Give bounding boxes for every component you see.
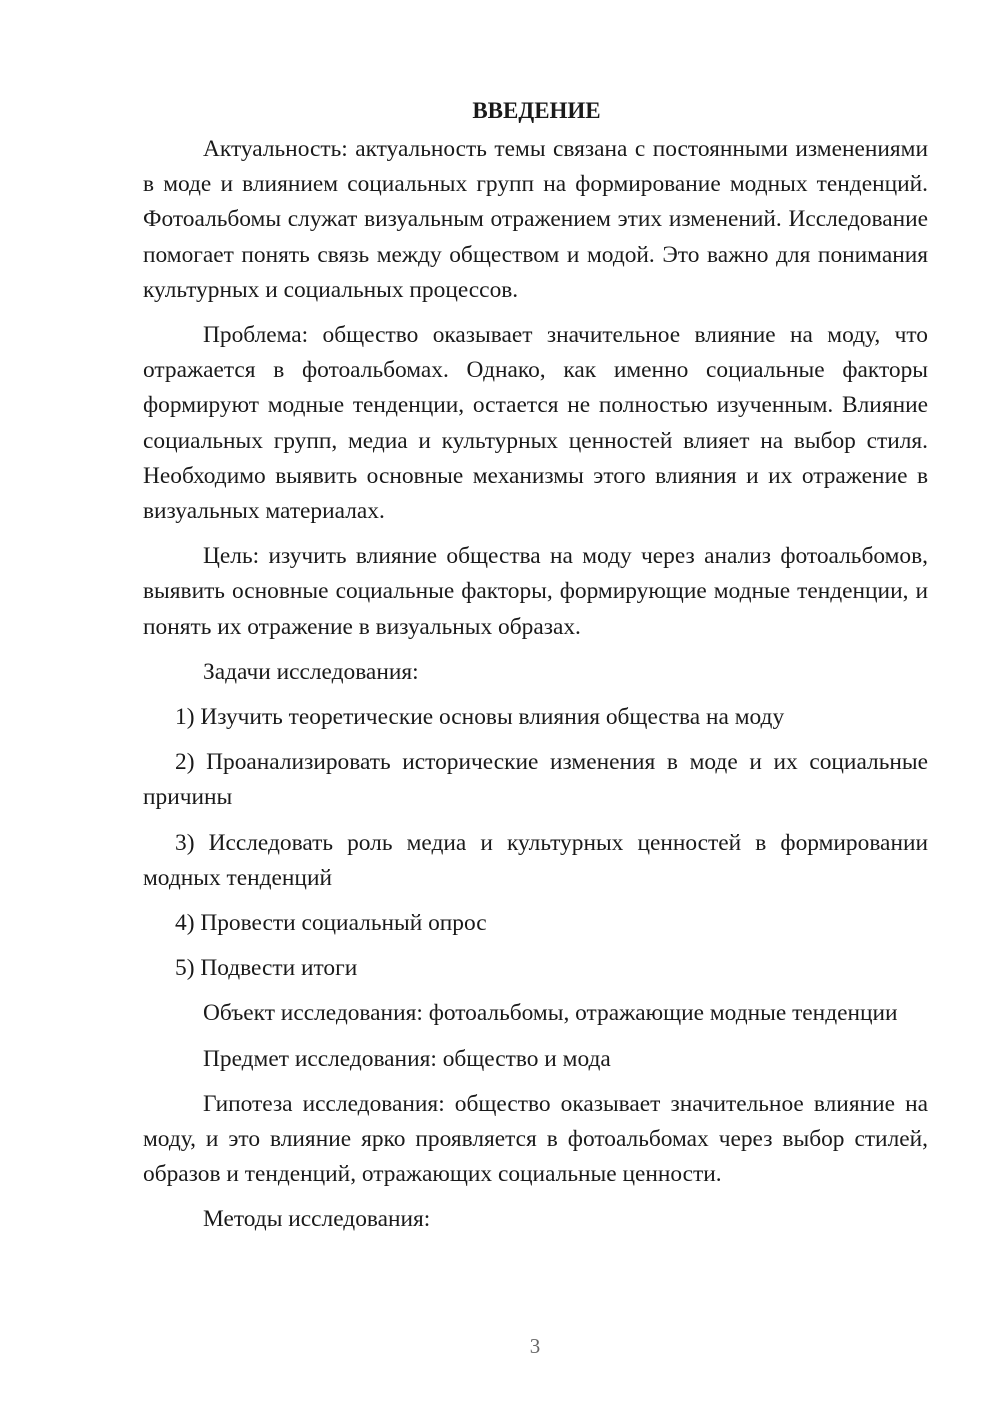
section-title: ВВЕДЕНИЕ — [472, 98, 601, 123]
methods-heading: Методы исследования: — [203, 1206, 431, 1233]
paragraph-problem: Проблема: общество оказывает значительное влияние на моду, что отражается в фотоальбомах. Однако, как именно социальные факторы формируют модные тенденции, остается не полностью изученным. Влияние социальных групп, медиа и культурных ценностей влияет на выбор стиля. Необходимо выявить основные механизмы этого влияния и их отражение в визуальных материалах. — [143, 322, 928, 525]
tasks-heading: Задачи исследования: — [203, 658, 419, 685]
paragraph-relevance: Актуальность: актуальность темы связана с постоянными изменениями в моде и влиянием социальных групп на формирование модных тенденций. Фотоальбомы служат визуальным отражением этих изменений. Исследование помогает понять связь между обществом и модой. Это важно для понимания культурных и социальных процессов. — [143, 136, 928, 303]
task-item-2: 2) Проанализировать исторические изменения в моде и их социальные причины — [143, 749, 928, 811]
paragraph-hypothesis: Гипотеза исследования: общество оказывает значительное влияние на моду, и это влияние ярко проявляется в фотоальбомах через выбор стилей, образов и тенденций, отражающих социальные ценности. — [143, 1090, 928, 1188]
paragraph-goal: Цель: изучить влияние общества на моду через анализ фотоальбомов, выявить основные социальные факторы, формирующие модные тенденции, и понять их отражение в визуальных образах. — [143, 543, 928, 640]
paragraph-object: Объект исследования: фотоальбомы, отражающие модные тенденции — [203, 1000, 898, 1027]
task-item-4: 4) Провести социальный опрос — [175, 910, 487, 937]
task-item-5: 5) Подвести итоги — [175, 955, 358, 982]
paragraph-subject: Предмет исследования: общество и мода — [203, 1045, 611, 1072]
task-item-3: 3) Исследовать роль медиа и культурных ценностей в формировании модных тенденций — [143, 829, 928, 891]
task-item-1: 1) Изучить теоретические основы влияния общества на моду — [175, 704, 785, 731]
document-page — [143, 94, 928, 1248]
page-number: 3 — [529, 1334, 541, 1358]
